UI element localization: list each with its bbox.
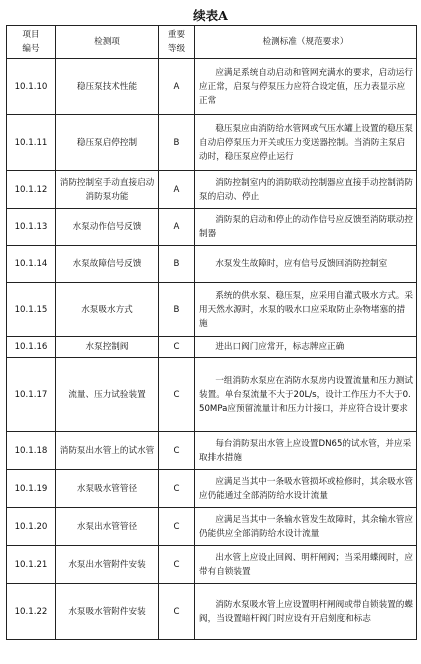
row-standard: 水泵发生故障时，应有信号反馈回消防控制室 [195,246,417,283]
row-standard: 每台消防泵出水管上应设置DN65的试水管，并应采取排水措施 [195,432,417,470]
table-row [7,358,417,432]
header-level: 重要 等级 [159,26,195,59]
row-level: B [159,246,195,283]
table-row [7,337,417,358]
row-code: 10.1.14 [7,246,56,283]
row-level: C [159,358,195,432]
row-code: 10.1.15 [7,283,56,337]
row-standard: 系统的供水泵、稳压泵，应采用自灌式吸水方式。采用天然水源时，水泵的吸水口应采取防止杂物堵塞的措施 [195,283,417,337]
row-item: 水泵吸水管附件安装 [56,584,159,640]
row-level: B [159,115,195,171]
row-code: 10.1.10 [7,59,56,115]
row-standard: 消防泵的启动和停止的动作信号应反馈至消防联动控制器 [195,209,417,246]
row-standard: 进出口阀门应常开，标志牌应正确 [195,337,417,358]
row-item: 水泵吸水管管径 [56,470,159,508]
table-row [7,283,417,337]
row-standard: 应满足当其中一条输水管发生故障时，其余输水管应仍能供应全部消防给水设计流量 [195,508,417,546]
row-code: 10.1.12 [7,171,56,209]
row-item: 水泵出水管附件安装 [56,546,159,584]
table-row [7,115,417,171]
row-code: 10.1.17 [7,358,56,432]
table-row [7,508,417,546]
row-level: C [159,432,195,470]
row-code: 10.1.18 [7,432,56,470]
table-row [7,432,417,470]
row-item: 消防控制室手动直接启动消防泵功能 [56,171,159,209]
header-item: 检测项 [56,26,159,59]
row-code: 10.1.13 [7,209,56,246]
header-standard: 检测标准（规范要求） [195,26,417,59]
row-item: 流量、压力试验装置 [56,358,159,432]
row-code: 10.1.19 [7,470,56,508]
row-standard: 消防控制室内的消防联动控制器应直接手动控制消防泵的启动、停止 [195,171,417,209]
row-code: 10.1.22 [7,584,56,640]
row-code: 10.1.21 [7,546,56,584]
row-item: 稳压泵技术性能 [56,59,159,115]
row-standard: 出水管上应设止回阀、明杆闸阀；当采用蝶阀时，应带有自锁装置 [195,546,417,584]
row-level: A [159,59,195,115]
header-code: 项目 编号 [7,26,56,59]
row-level: C [159,584,195,640]
row-standard: 应满足系统自动启动和管网充满水的要求，启动运行应正常，启泵与停泵压力应符合设定值，压力表显示应正常 [195,59,417,115]
table-row [7,246,417,283]
header-row [7,26,417,59]
row-item: 水泵出水管管径 [56,508,159,546]
inspection-table [6,25,417,640]
row-item: 水泵吸水方式 [56,283,159,337]
table-row [7,171,417,209]
row-item: 消防泵出水管上的试水管 [56,432,159,470]
row-code: 10.1.16 [7,337,56,358]
table-row [7,470,417,508]
table-row [7,584,417,640]
row-standard: 消防水泵吸水管上应设置明杆闸阀或带自锁装置的蝶阀，当设置暗杆阀门时应设有开启刻度和标志 [195,584,417,640]
row-item: 水泵动作信号反馈 [56,209,159,246]
row-code: 10.1.11 [7,115,56,171]
table-row [7,59,417,115]
row-level: A [159,209,195,246]
row-item: 水泵故障信号反馈 [56,246,159,283]
row-item: 稳压泵启停控制 [56,115,159,171]
table-title: 续表A [193,8,228,23]
row-code: 10.1.20 [7,508,56,546]
row-standard: 稳压泵应由消防给水管网或气压水罐上设置的稳压泵自动启停泵压力开关或压力变送器控制。当消防主泵启动时，稳压泵应停止运行 [195,115,417,171]
row-standard: 一组消防水泵应在消防水泵房内设置流量和压力测试装置。单台泵流量不大于20L/s，设计工作压力不大于0.50MPa应预留流量计和压力计接口，并应符合设计要求 [195,358,417,432]
row-level: C [159,508,195,546]
row-level: B [159,283,195,337]
row-level: C [159,337,195,358]
table-row [7,546,417,584]
row-level: A [159,171,195,209]
row-standard: 应满足当其中一条吸水管损坏或检修时，其余吸水管应仍能通过全部消防给水设计流量 [195,470,417,508]
table-row [7,209,417,246]
row-level: C [159,546,195,584]
row-level: C [159,470,195,508]
row-item: 水泵控制阀 [56,337,159,358]
